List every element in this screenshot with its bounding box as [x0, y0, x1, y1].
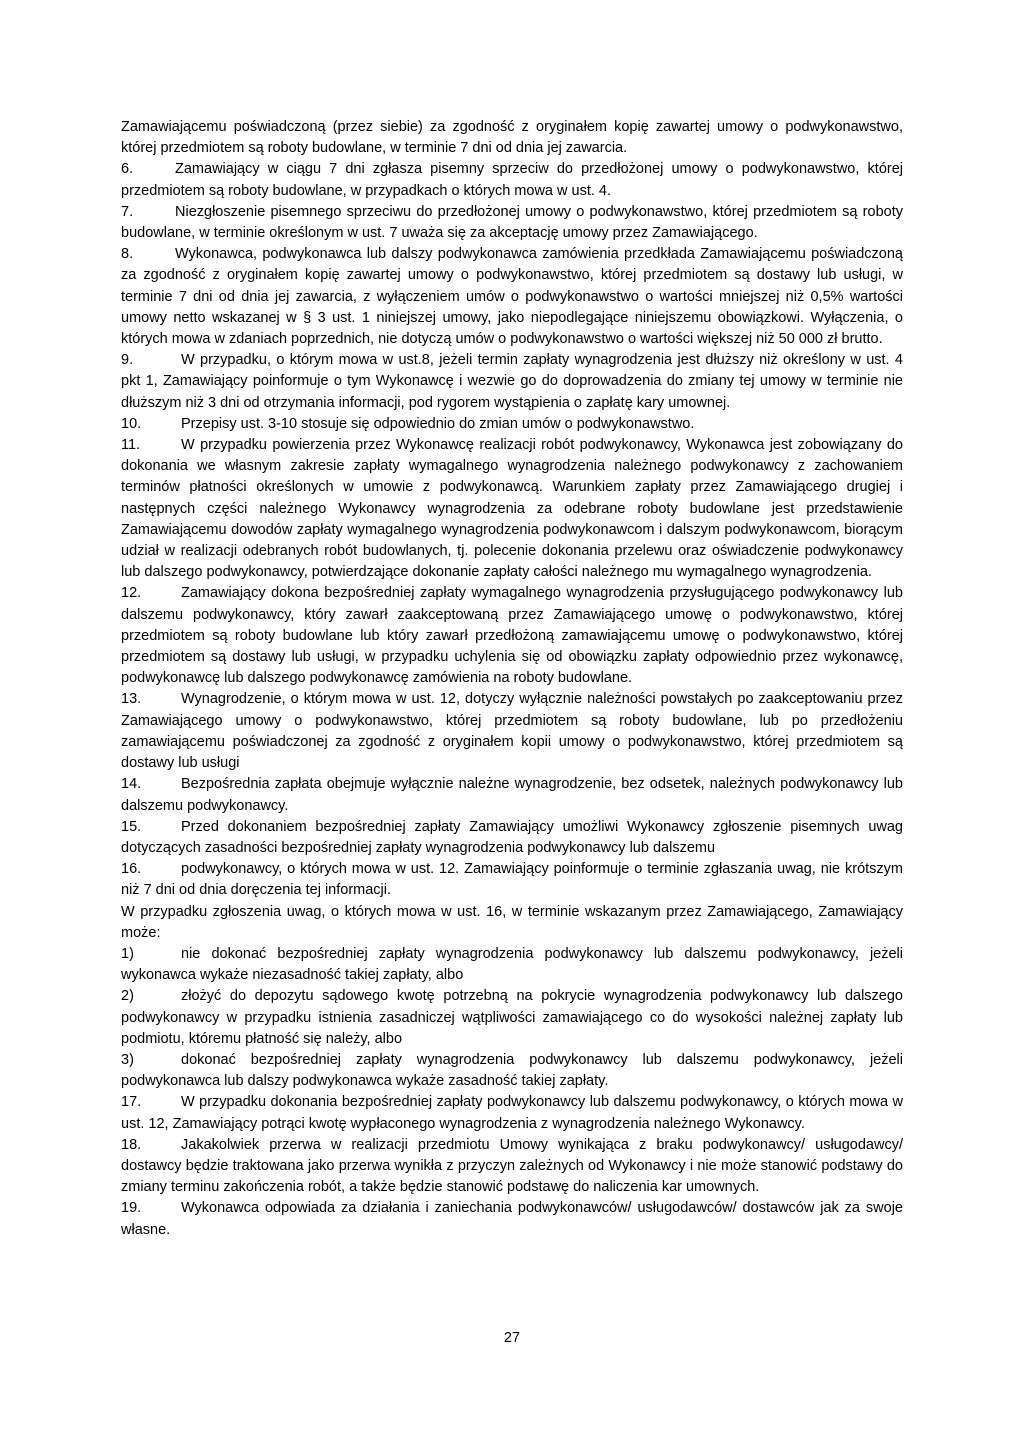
paragraph-number: 11. [121, 437, 141, 454]
paragraph [121, 1198, 903, 1240]
paragraph [121, 1092, 903, 1134]
paragraph-text: Przed dokonaniem bezpośredniej zapłaty Zamawiający umożliwi Wykonawcy zgłoszenie pisemnych uwag dotyczących zasadności bezpośredniej zapłaty wynagrodzenia podwykonawcy lub dalszemu [121, 818, 903, 856]
paragraph: Zamawiającemu poświadczoną (przez siebie) za zgodność z oryginałem kopię zawartej umowy o podwykonawstwo, której przedmiotem są roboty budowlane, w terminie 7 dni od dnia jej zawarcia. [121, 119, 903, 157]
paragraph [121, 774, 903, 816]
paragraph-text: podwykonawcy, o których mowa w ust. 12. Zamawiający poinformuje o terminie zgłaszania uwag, nie krótszym niż 7 dni od dnia doręczenia tej informacji. [121, 861, 903, 899]
paragraph [121, 689, 903, 774]
paragraph-text: Zamawiający dokona bezpośredniej zapłaty wymagalnego wynagrodzenia przysługującego podwykonawcy lub dalszemu podwykonawcy, który zawarł zaakceptowaną przez Zamawiającego umowę o podwykonawstwo, której przedmiotem są roboty budowlane lub który zawarł przedłożoną zamawiającemu umowę o podwykonawstwo, której przedmiotem są dostawy lub usługi, w przypadku uchylenia się od obowiązku zapłaty odpowiednio przez wykonawcę, podwykonawcę lub dalszego podwykonawcę zamówienia na roboty budowlane. [121, 585, 903, 687]
paragraph-number: 19. [121, 1200, 142, 1217]
paragraph [121, 902, 903, 944]
paragraph [121, 414, 903, 435]
paragraph-text: W przypadku dokonania bezpośredniej zapłaty podwykonawcy lub dalszemu podwykonawcy, o których mowa w ust. 12, Zamawiający potrąci kwotę wypłaconego wynagrodzenia z wynagrodzenia należnego Wykonawcy. [121, 1094, 903, 1132]
paragraph [121, 435, 903, 583]
document-body [121, 117, 903, 1241]
paragraph-number: 15. [121, 818, 142, 835]
paragraph-text: Wykonawca odpowiada za działania i zaniechania podwykonawców/ usługodawców/ dostawców jak za swoje własne. [121, 1200, 903, 1238]
paragraph-text: Wynagrodzenie, o którym mowa w ust. 12, dotyczy wyłącznie należności powstałych po zaakceptowaniu przez Zamawiającego umowy o podwykonawstwo, której przedmiotem są roboty budowlane, lub po przedłożeniu zamawiającemu poświadczonej za zgodność z oryginałem kopii umowy o podwykonawstwo, której przedmiotem są dostawy lub usługi [121, 691, 903, 772]
paragraph-number: 9. [121, 352, 134, 369]
paragraph-text: Zamawiający w ciągu 7 dni zgłasza pisemny sprzeciw do przedłożonej umowy o podwykonawstwo, której przedmiotem są roboty budowlane, w przypadkach o których mowa w ust. 4. [121, 161, 903, 199]
paragraph-text: W przypadku powierzenia przez Wykonawcę realizacji robót podwykonawcy, Wykonawca jest zobowiązany do dokonania we własnym zakresie zapłaty wymagalnego wynagrodzenia należnego podwykonawcy z zachowaniem terminów płatności określonych w umowie z podwykonawcą. Warunkiem zapłaty przez Zamawiającego drugiej i następnych części należnego Wykonawcy wynagrodzenia za odebrane roboty budowlane jest przedstawienie Zamawiającemu dowodów zapłaty wymagalnego wynagrodzenia podwykonawcom i dalszym podwykonawcom, biorącym udział w realizacji odebranych robót budowlanych, tj. polecenie dokonania przelewu oraz oświadczenie podwykonawcy lub dalszego podwykonawcy, potwierdzające dokonanie zapłaty całości należnego mu wymagalnego wynagrodzenia. [121, 437, 903, 581]
paragraph: 6. Zamawiający w ciągu 7 dni zgłasza pisemny sprzeciw do przedłożonej umowy o podwykonawstwo, której przedmiotem są roboty budowlane, w przypadkach o których mowa w ust. 4. [121, 161, 903, 199]
list-item-text: dokonać bezpośredniej zapłaty wynagrodzenia podwykonawcy lub dalszemu podwykonawcy, jeżeli podwykonawca lub dalszy podwykonawca wykaże zasadność takiej zapłaty. [121, 1051, 903, 1090]
list-item-marker: 3) [121, 1051, 134, 1068]
list-item [121, 986, 903, 1050]
paragraph: 8. Wykonawca, podwykonawca lub dalszy podwykonawca zamówienia przedkłada Zamawiającemu poświadczoną za zgodność z oryginałem kopię zawartej umowy o podwykonawstwo, której przedmiotem są dostawy lub usługi, w terminie 7 dni od dnia jej zawarcia, z wyłączeniem umów o podwykonawstwo o wartości mniejszej niż 0,5% wartości umowy netto wskazanej w § 3 ust. 1 niniejszej umowy, jako niepodlegające niniejszemu obowiązkowi. Wyłączenia, o których mowa w zdaniach poprzednich, nie dotyczą umów o podwykonawstwo o wartości większej niż 50 000 zł brutto. [121, 246, 903, 348]
paragraph-text: W przypadku, o którym mowa w ust.8, jeżeli termin zapłaty wynagrodzenia jest dłuższy niż określony w ust. 4 pkt 1, Zamawiający poinformuje o tym Wykonawcę i wezwie go do doprowadzenia do zmiany tej umowy w terminie nie dłuższym niż 3 dni od otrzymania informacji, pod rygorem wystąpienia o zapłatę kary umownej. [121, 352, 903, 411]
paragraph [121, 350, 903, 414]
paragraph-number: 18. [121, 1136, 142, 1153]
paragraph-number: 14. [121, 776, 142, 793]
list-item-text: złożyć do depozytu sądowego kwotę potrzebną na pokrycie wynagrodzenia podwykonawcy lub dalszego podwykonawcy w przypadku istnienia zasadniczej wątpliwości zamawiającego co do wysokości należnej zapłaty lub podmiotu, któremu płatność się należy, albo [121, 988, 903, 1047]
list-item [121, 1050, 903, 1092]
list-item-marker: 1) [121, 945, 134, 962]
paragraph: 7. Niezgłoszenie pisemnego sprzeciwu do przedłożonej umowy o podwykonawstwo, której przedmiotem są roboty budowlane, w terminie określonym w ust. 7 uważa się za akceptację umowy przez Zamawiającego. [121, 203, 903, 242]
page-number: 27 [503, 1330, 521, 1346]
paragraph [121, 817, 903, 859]
list-item-text: nie dokonać bezpośredniej zapłaty wynagrodzenia podwykonawcy lub dalszemu podwykonawcy, jeżeli wykonawca wykaże niezasadność takiej zapłaty, albo [121, 945, 903, 984]
paragraph-text: Bezpośrednia zapłata obejmuje wyłącznie należne wynagrodzenie, bez odsetek, należnych podwykonawcy lub dalszemu podwykonawcy. [121, 776, 903, 814]
paragraph [121, 583, 903, 689]
paragraph [121, 1135, 903, 1199]
paragraph-text: W przypadku zgłoszenia uwag, o których mowa w ust. 16, w terminie wskazanym przez Zamawiającego, Zamawiający może: [121, 903, 903, 941]
paragraph-text: Niezgłoszenie pisemnego sprzeciwu do przedłożonej umowy o podwykonawstwo, której przedmiotem są roboty budowlane, w terminie określonym w ust. 7 uważa się za akceptację umowy przez Zamawiającego. [121, 203, 903, 242]
paragraph-number: 17. [121, 1094, 142, 1111]
paragraph-number: 13. [121, 691, 142, 708]
paragraph-number: 16. [121, 861, 142, 878]
paragraph [121, 859, 903, 901]
paragraph-number: 12. [121, 585, 142, 602]
paragraph-text: Jakakolwiek przerwa w realizacji przedmiotu Umowy wynikająca z braku podwykonawcy/ usługodawcy/ dostawcy będzie traktowana jako przerwa wynikła z przyczyn zależnych od Wykonawcy i nie może stanowić podstawy do zmiany terminu zakończenia robót, a także będzie stanowić podstawę do naliczenia kar umownych. [121, 1136, 903, 1196]
paragraph-text: Wykonawca, podwykonawca lub dalszy podwykonawca zamówienia przedkłada Zamawiającemu poświadczoną za zgodność z oryginałem kopię zawartej umowy o podwykonawstwo, której przedmiotem są dostawy lub usługi, w terminie 7 dni od dnia jej zawarcia, z wyłączeniem umów o podwykonawstwo o wartości mniejszej niż 0,5% wartości umowy netto wskazanej w § 3 ust. 1 niniejszej umowy, jako niepodlegające niniejszemu obowiązkowi. Wyłączenia, o których mowa w zdaniach poprzednich, nie dotyczą umów o podwykonawstwo o wartości większej niż 50 000 zł brutto. [121, 246, 903, 348]
paragraph-number: 10. [121, 415, 142, 432]
list-item-marker: 2) [121, 988, 134, 1005]
paragraph-text: Przepisy ust. 3-10 stosuje się odpowiednio do zmian umów o podwykonawstwo. [181, 415, 695, 432]
list-item [121, 944, 903, 986]
